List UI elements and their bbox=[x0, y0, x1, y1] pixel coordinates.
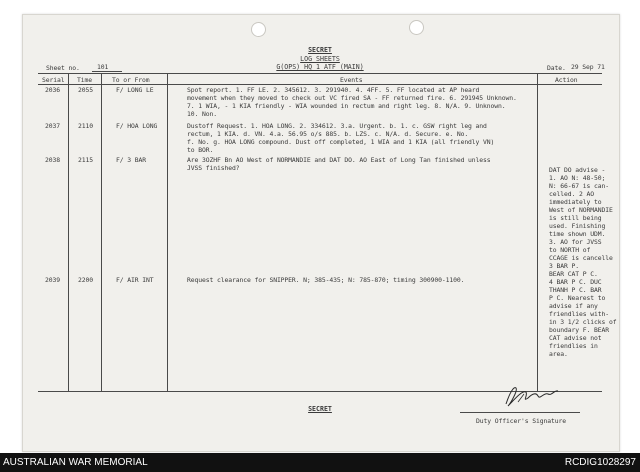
punch-hole-left bbox=[251, 22, 266, 37]
entry-event-line: f. No. g. HOA LONG compound. Dust off completed, 1 WIA and 1 KIA (all friendly VN) bbox=[187, 138, 495, 146]
action-notes bbox=[549, 166, 616, 358]
entry-time: 2200 bbox=[78, 276, 93, 284]
action-note-line: boundary F. BEAR bbox=[549, 326, 609, 334]
entry-event-line: to BOR. bbox=[187, 146, 214, 154]
entry-serial: 2036 bbox=[45, 86, 60, 94]
date-value: 29 Sep 71 bbox=[571, 63, 605, 71]
action-note-line: 4 BAR P C. DUC bbox=[549, 278, 602, 286]
sheet-no-value: 101 bbox=[97, 63, 109, 71]
entry-event-line: Spot report. 1. FF LE. 2. 345612. 3. 291940. 4. 4FF. 5. FF located at AP heard bbox=[187, 86, 480, 94]
action-note-line: 1. AO N: 48-50; bbox=[549, 174, 606, 182]
action-note-line: immediately to bbox=[549, 198, 602, 206]
action-note-line: CCAGE is cancelle bbox=[549, 254, 613, 262]
punch-hole-right bbox=[409, 20, 424, 35]
entry-event-line: Dustoff Request. 1. HOA LONG. 2. 334612. 3.a. Urgent. b. 1. c. GSW right leg and bbox=[187, 122, 487, 130]
sheet-no-label: Sheet no. bbox=[46, 64, 80, 72]
entry-to-from: F/ LONG LE bbox=[116, 86, 154, 94]
action-note-line: friendlies in bbox=[549, 342, 598, 350]
col-header-serial: Serial bbox=[42, 76, 65, 84]
signature-line bbox=[460, 412, 580, 413]
col-divider-tofrom bbox=[101, 73, 102, 391]
action-note-line: BEAR CAT P C. bbox=[549, 270, 598, 278]
entry-event-line: rectum, 1 KIA. d. VN. 4.a. 56.95 o/s 885. b. LZS. c. N/A. d. Secure. e. No. bbox=[187, 130, 469, 138]
entry-time: 2055 bbox=[78, 86, 93, 94]
entry-serial: 2037 bbox=[45, 122, 60, 130]
signature-label: Duty Officer's Signature bbox=[476, 417, 566, 425]
action-note-line: West of NORMANDIE bbox=[549, 206, 613, 214]
col-divider-events bbox=[167, 73, 168, 391]
col-divider-time bbox=[68, 73, 69, 391]
action-note-line: in 3 1/2 clicks of bbox=[549, 318, 617, 326]
entry-event-line: JVSS finished? bbox=[187, 164, 240, 172]
entry-event-line: 7. 1 WIA, - 1 KIA friendly - WIA wounded in rectum and right leg. 8. N/A. 9. Unknown. bbox=[187, 102, 506, 110]
col-header-time: Time bbox=[77, 76, 92, 84]
action-note-line: is still being bbox=[549, 214, 602, 222]
sheet-title: LOG SHEETS bbox=[300, 55, 340, 63]
entry-serial: 2039 bbox=[45, 276, 60, 284]
date-label: Date. bbox=[547, 64, 566, 72]
action-note-line: THANH P C. BAR bbox=[549, 286, 602, 294]
col-header-events: Events bbox=[340, 76, 363, 84]
entry-serial: 2038 bbox=[45, 156, 60, 164]
action-note-line: time shown UDM. bbox=[549, 230, 606, 238]
entry-to-from: F/ 3 BAR bbox=[116, 156, 146, 164]
action-note-line: to NORTH of bbox=[549, 246, 591, 254]
archive-footer bbox=[0, 453, 640, 472]
action-note-line: advise if any bbox=[549, 302, 598, 310]
col-divider-action bbox=[537, 73, 538, 391]
action-note-line: area. bbox=[549, 350, 568, 358]
entry-to-from: F/ AIR INT bbox=[116, 276, 154, 284]
archive-id: RCDIG1028297 bbox=[564, 457, 636, 468]
entry-event-line: movement when they moved to check out VC fired SA - FF returned fire. 6. 291945 Unknown. bbox=[187, 94, 517, 102]
action-note-line: DAT DO advise - bbox=[549, 166, 606, 174]
entry-time: 2115 bbox=[78, 156, 93, 164]
entry-to-from: F/ HOA LONG bbox=[116, 122, 158, 130]
header-rule-bottom bbox=[38, 84, 602, 85]
action-note-line: 3. AO for JVSS bbox=[549, 238, 602, 246]
sheet-no-underline bbox=[92, 71, 122, 72]
action-note-line: N: 66-67 is can- bbox=[549, 182, 609, 190]
entry-event-line: 10. Non. bbox=[187, 110, 217, 118]
action-note-line: friendlies with- bbox=[549, 310, 609, 318]
col-header-action: Action bbox=[555, 76, 578, 84]
unit-name: G(OPS) HQ 1 ATF (MAIN) bbox=[276, 63, 364, 71]
action-note-line: CAT advise not bbox=[549, 334, 602, 342]
action-note-line: celled. 2 AO bbox=[549, 190, 594, 198]
entry-event-line: Request clearance for SNIPPER. N; 385-435; N: 785-870; timing 300900-1100. bbox=[187, 276, 465, 284]
header-rule-top bbox=[38, 73, 602, 74]
duty-officer-signature bbox=[500, 382, 560, 410]
action-note-line: used. Finishing bbox=[549, 222, 606, 230]
action-note-line: 3 BAR P. bbox=[549, 262, 579, 270]
action-note-line: P C. Nearest to bbox=[549, 294, 606, 302]
classification-bottom: SECRET bbox=[308, 405, 332, 413]
entry-event-line: Are 3OZHF Bn AO West of NORMANDIE and DAT DO. AO East of Long Tan finished unless bbox=[187, 156, 491, 164]
entry-time: 2110 bbox=[78, 122, 93, 130]
archive-name: AUSTRALIAN WAR MEMORIAL bbox=[3, 457, 148, 468]
classification-top: SECRET bbox=[308, 46, 332, 54]
col-header-to-from: To or From bbox=[112, 76, 150, 84]
